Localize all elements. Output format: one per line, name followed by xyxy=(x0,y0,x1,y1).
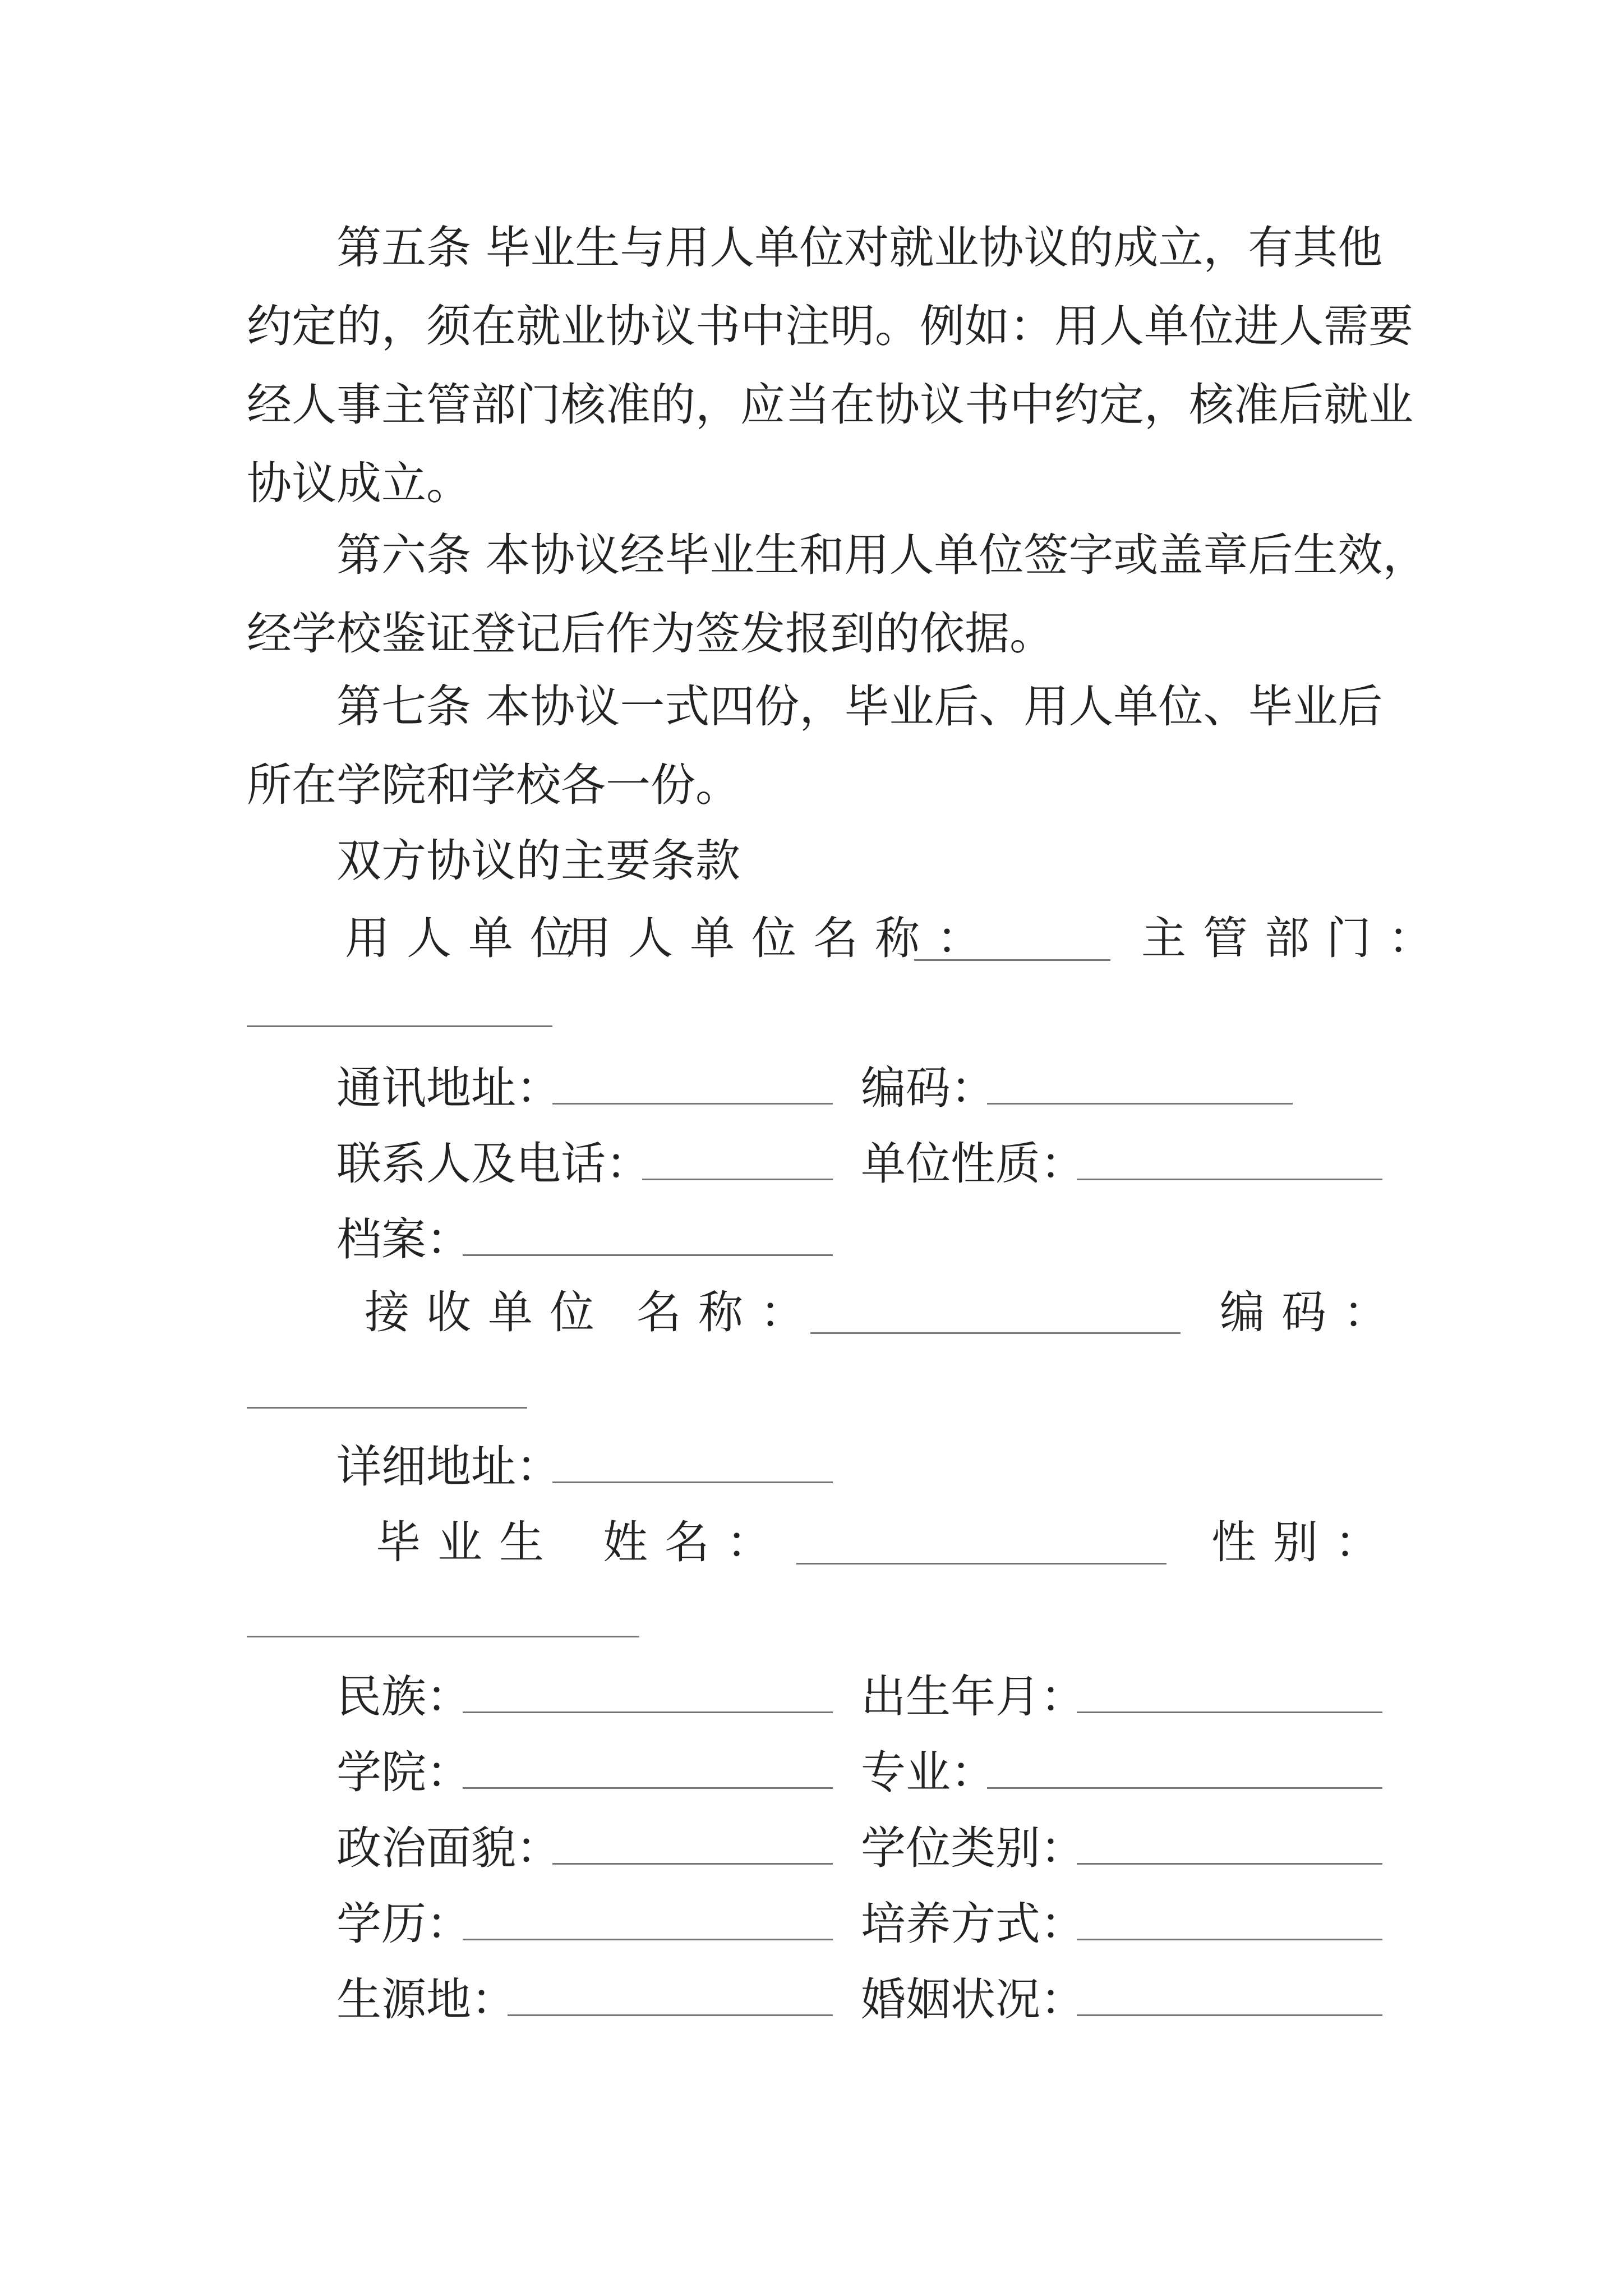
graduate-section-label: 毕业生 xyxy=(376,1516,561,1568)
employer-name-field[interactable] xyxy=(914,959,1110,961)
receiver-name-field[interactable] xyxy=(810,1332,1181,1334)
graduate-origin-field[interactable] xyxy=(508,2014,833,2016)
article-5-line-3: 经人事主管部门核准的，应当在协议书中约定，核准后就业 xyxy=(247,379,1413,431)
employer-contact-field[interactable] xyxy=(642,1179,833,1180)
employer-nature-label: 单位性质： xyxy=(861,1138,1085,1190)
article-6 xyxy=(247,516,1428,673)
clauses-heading: 双方协议的主要条款 xyxy=(336,835,740,887)
article-5-line-2: 约定的，须在就业协议书中注明。例如：用人单位进人需要 xyxy=(247,300,1413,352)
employer-postcode-field[interactable] xyxy=(987,1103,1293,1105)
graduate-birth-field[interactable] xyxy=(1077,1711,1382,1713)
graduate-college-field[interactable] xyxy=(463,1787,833,1789)
graduate-ethnicity-field[interactable] xyxy=(463,1711,833,1713)
graduate-name-label: 姓名： xyxy=(603,1516,788,1568)
employer-dept-label: 主管部门： xyxy=(1141,912,1450,964)
graduate-training-label: 培养方式： xyxy=(861,1898,1085,1950)
employer-contact-label: 联系人及电话： xyxy=(336,1138,651,1190)
graduate-marital-label: 婚姻状况： xyxy=(861,1973,1085,2026)
graduate-training-field[interactable] xyxy=(1077,1939,1382,1940)
graduate-marital-field[interactable] xyxy=(1077,2014,1382,2016)
graduate-education-label: 学历： xyxy=(336,1898,471,1950)
receiver-postcode-label: 编码： xyxy=(1220,1286,1405,1338)
employer-nature-field[interactable] xyxy=(1077,1179,1382,1180)
employer-address-label: 通讯地址： xyxy=(336,1062,561,1114)
employer-archive-field[interactable] xyxy=(463,1254,833,1256)
graduate-degree-type-label: 学位类别： xyxy=(861,1822,1085,1874)
graduate-major-label: 专业： xyxy=(861,1746,995,1798)
receiver-address-label: 详细地址： xyxy=(336,1441,561,1493)
article-5-line-4: 协议成立。 xyxy=(247,457,471,509)
employer-section-label: 用人单位 xyxy=(345,912,592,964)
graduate-birth-label: 出生年月： xyxy=(861,1671,1085,1723)
article-7-line-1: 第七条 本协议一式四份，毕业后、用人单位、毕业后 xyxy=(336,680,1383,733)
article-6-line-2: 经学校鉴证登记后作为签发报到的依据。 xyxy=(247,608,1054,660)
graduate-politics-label: 政治面貌： xyxy=(336,1822,561,1874)
receiver-address-field[interactable] xyxy=(552,1481,833,1483)
article-5 xyxy=(247,209,1413,523)
article-7 xyxy=(247,668,1383,825)
employer-postcode-label: 编码： xyxy=(861,1062,995,1114)
graduate-degree-type-field[interactable] xyxy=(1077,1863,1382,1865)
graduate-major-field[interactable] xyxy=(987,1787,1382,1789)
graduate-gender-field[interactable] xyxy=(247,1636,639,1637)
graduate-gender-label: 性别： xyxy=(1211,1516,1396,1568)
article-6-line-1: 第六条 本协议经毕业生和用人单位签字或盖章后生效， xyxy=(336,529,1428,581)
employer-name-label: 用人单位名称： xyxy=(566,912,998,964)
employer-archive-label: 档案： xyxy=(336,1213,471,1266)
graduate-name-field[interactable] xyxy=(796,1563,1166,1565)
graduate-politics-field[interactable] xyxy=(552,1863,833,1865)
graduate-education-field[interactable] xyxy=(463,1939,833,1940)
receiver-name-label: 名称： xyxy=(637,1286,822,1338)
graduate-college-label: 学院： xyxy=(336,1746,471,1798)
graduate-origin-label: 生源地： xyxy=(336,1973,516,2026)
article-5-line-1: 第五条 毕业生与用人单位对就业协议的成立，有其他 xyxy=(336,222,1383,274)
graduate-ethnicity-label: 民族： xyxy=(336,1671,471,1723)
employer-address-field[interactable] xyxy=(552,1103,833,1105)
article-7-line-2: 所在学院和学校各一份。 xyxy=(247,759,740,811)
receiver-postcode-field[interactable] xyxy=(247,1407,527,1409)
receiver-section-label: 接收单位 xyxy=(365,1286,611,1338)
employer-dept-field[interactable] xyxy=(247,1025,552,1027)
